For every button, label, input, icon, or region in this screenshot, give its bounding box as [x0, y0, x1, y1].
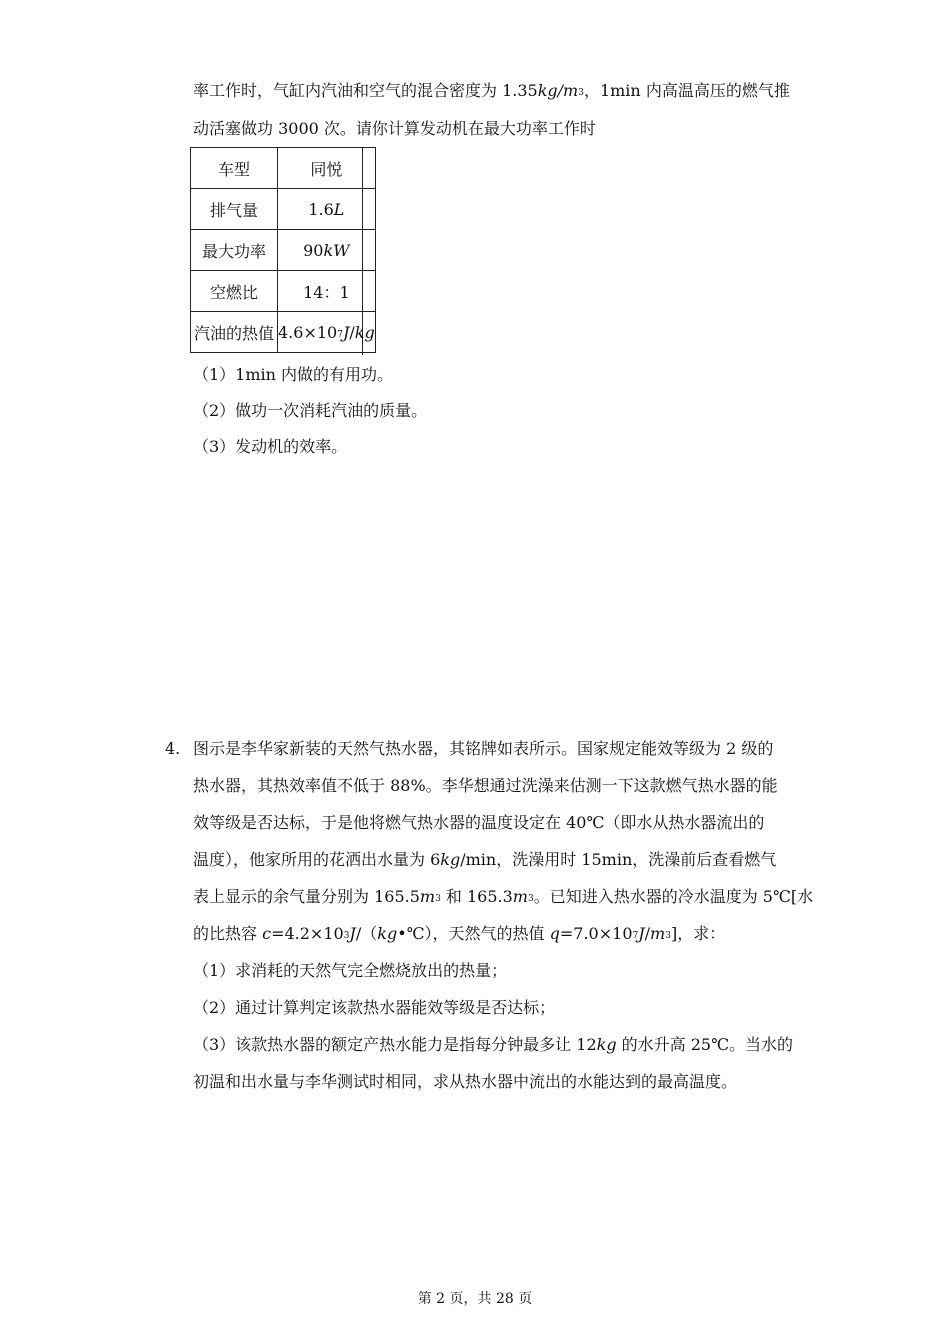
q3-sub-question-2: （2）做功一次消耗汽油的质量。	[193, 401, 428, 420]
table-row	[191, 148, 376, 189]
unit-m: m	[512, 887, 528, 906]
table-double-border	[362, 147, 363, 355]
q4-line-5	[193, 886, 813, 911]
unit-kg: kg	[440, 850, 461, 869]
unit-kg: kg	[537, 81, 558, 100]
table-row	[191, 189, 376, 230]
unit-kg: kg	[596, 1035, 617, 1054]
q3-sub-question-3: （3）发动机的效率。	[193, 437, 348, 456]
text: 和 165.3	[440, 887, 513, 906]
q4-line-2: 热水器，其热效率值不低于 88%。李华想通过洗澡来估测一下这款燃气热水器的能	[193, 776, 778, 795]
text: 表上显示的余气量分别为 165.5	[193, 887, 420, 906]
spec-table	[190, 147, 376, 353]
q4-line-4	[193, 849, 776, 871]
q3-intro-line-2: 动活塞做功 3000 次。请你计算发动机在最大功率工作时	[193, 119, 596, 138]
unit-J: J	[349, 924, 356, 943]
page-footer: 第 2 页，共 28 页	[417, 1291, 533, 1307]
table-cell-key: 车型	[191, 148, 278, 189]
q3-sub-question-1: （1）1min 内做的有用功。	[193, 365, 394, 384]
q4-sub-question-3	[193, 1034, 793, 1056]
text: •℃），天然气的热值	[397, 924, 550, 943]
unit-superscript: 3	[665, 931, 671, 941]
text: （3）该款热水器的额定产热水能力是指每分钟最多让 12	[193, 1035, 597, 1054]
q4-line-3: 效等级是否达标，于是他将燃气热水器的温度设定在 40℃（即水从热水器流出的	[193, 813, 765, 832]
table-row	[191, 230, 376, 271]
exponent: 7	[632, 931, 639, 941]
unit-m: m	[650, 924, 666, 943]
unit-superscript: 3	[527, 894, 534, 904]
q4-sub-question-2: （2）通过计算判定该款热水器能效等级是否达标；	[193, 998, 556, 1017]
table-cell-value: 90kW	[278, 230, 376, 271]
q3-intro-text-b: ，1min 内高温高压的燃气推	[583, 81, 790, 100]
q3-intro-text-a: 率工作时，气缸内汽油和空气的混合密度为 1.35	[193, 81, 538, 100]
text: =7.0×10	[559, 924, 633, 943]
unit-m: m	[563, 81, 579, 100]
symbol-c: c	[262, 924, 272, 943]
text: 的水升高 25℃。当水的	[616, 1035, 794, 1054]
table-cell-key: 汽油的热值	[191, 312, 278, 353]
q4-sub-question-3-line-2: 初温和出水量与李华测试时相同，求从热水器中流出的水能达到的最高温度。	[193, 1072, 738, 1091]
text: 。已知进入热水器的冷水温度为 5℃[水	[533, 887, 814, 906]
text: ]，求：	[670, 924, 726, 943]
table-cell-key: 排气量	[191, 189, 278, 230]
text: /	[644, 924, 651, 943]
q4-number: 4.	[165, 739, 181, 758]
table-cell-value: 1.6L	[278, 189, 376, 230]
q4-sub-question-1: （1）求消耗的天然气完全燃烧放出的热量；	[193, 961, 508, 980]
q4-line-6	[193, 923, 725, 948]
unit-superscript: 3	[435, 894, 441, 904]
exponent: 3	[343, 931, 350, 941]
unit-m: m	[419, 887, 436, 906]
table-cell-value: 同悦	[278, 148, 376, 189]
unit-slash: /	[557, 81, 564, 100]
text: 的比热容	[193, 924, 263, 943]
q4-line-1: 图示是李华家新装的天然气热水器，其铭牌如表所示。国家规定能效等级为 2 级的	[193, 739, 774, 758]
table-row	[191, 312, 376, 353]
table-row	[191, 271, 376, 312]
text: /（	[355, 924, 378, 943]
text: 温度），他家所用的花洒出水量为 6	[193, 850, 441, 869]
q3-intro-line-1	[193, 80, 790, 105]
unit-superscript: 3	[578, 88, 584, 98]
symbol-q: q	[549, 924, 560, 943]
table-cell-value: 14：1	[278, 271, 376, 312]
unit-kg: kg	[377, 924, 398, 943]
table-cell-key: 空燃比	[191, 271, 278, 312]
table-cell-key: 最大功率	[191, 230, 278, 271]
text: =4.2×10	[271, 924, 344, 943]
text: /min，洗澡用时 15min，洗澡前后查看燃气	[460, 850, 777, 869]
unit-J: J	[638, 924, 645, 943]
table-cell-value: $4.6\times 10^7J/kg$	[278, 312, 376, 353]
